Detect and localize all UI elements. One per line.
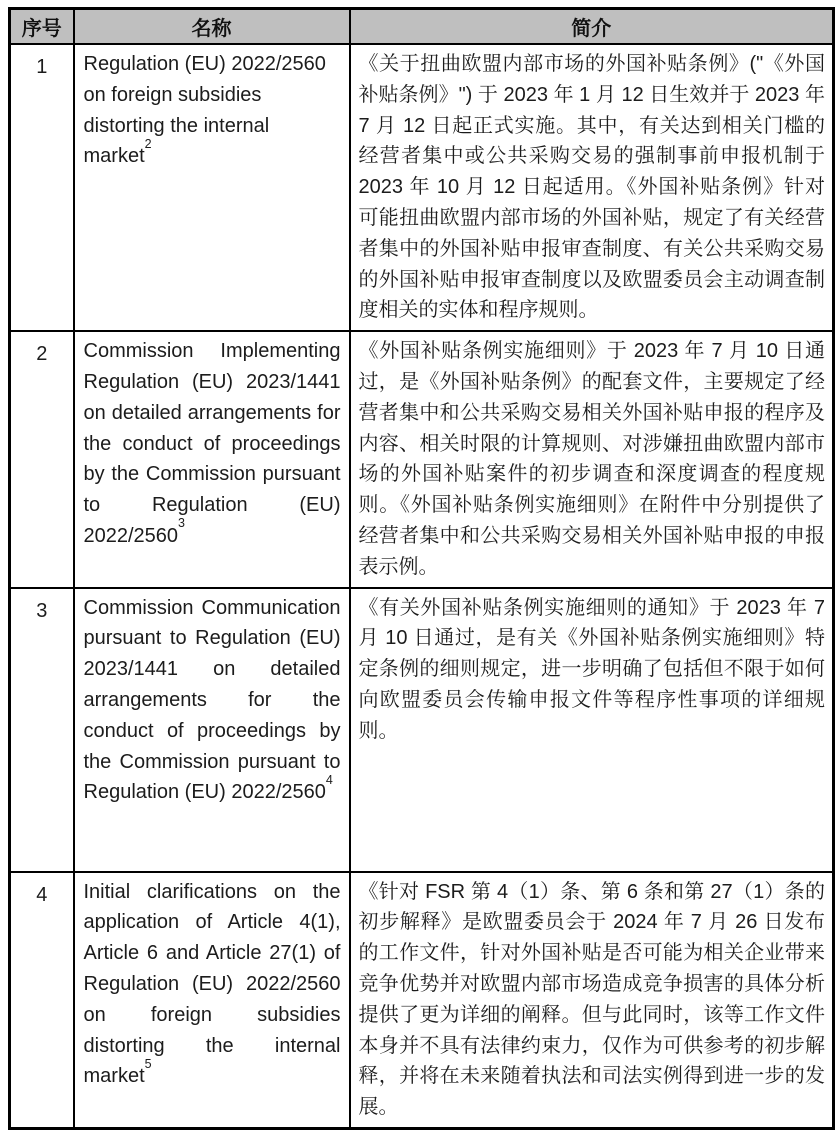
row-number: 2 — [10, 331, 74, 587]
regulation-name — [74, 872, 350, 1129]
footnote-ref: 3 — [178, 516, 185, 531]
table-row — [10, 588, 834, 872]
row-number: 3 — [10, 588, 74, 872]
header-col-name: 名称 — [74, 9, 350, 45]
regulation-name-text: Commission Implementing Regulation (EU) 2023/1441 on detailed arrangements for the conduct of proceedings by the Commission pursuant to Regulation (EU) 2022/2560 — [83, 340, 341, 547]
regulation-name-text: Commission Communication pursuant to Regulation (EU) 2023/1441 on detailed arrangements for the conduct of proceedings by the Commission pursuant to Regulation (EU) 2022/2560 — [83, 596, 341, 804]
regulation-name — [74, 588, 350, 872]
regulations-table — [8, 7, 835, 1130]
table-row — [10, 331, 834, 587]
header-row — [10, 9, 834, 45]
header-col-number: 序号 — [10, 9, 74, 45]
row-number: 1 — [10, 44, 74, 331]
footnote-ref: 5 — [144, 1056, 152, 1071]
regulations-table-container — [8, 7, 832, 1130]
regulation-name-text: Regulation (EU) 2022/2560 on foreign subsidies distorting the internal market — [83, 53, 326, 168]
header-col-summary: 简介 — [350, 9, 834, 45]
regulation-name-text: Initial clarifications on the application of Article 4(1), Article 6 and Article 27(1) of Regulation (EU) 2022/2560 on foreign subsidies distorting the internal market — [83, 880, 341, 1088]
regulation-name — [74, 44, 350, 331]
footnote-ref: 2 — [144, 136, 152, 151]
regulation-name — [74, 331, 350, 587]
regulation-summary: 《针对 FSR 第 4（1）条、第 6 条和第 27（1）条的初步解释》是欧盟委员会于 2024 年 7 月 26 日发布的工作文件，针对外国补贴是否可能为相关企业带来竞争优势并对欧盟内部市场造成竞争损害的具体分析提供了更为详细的阐释。但与此同时，该等工作文件本身并不具有法律约束力，仅作为可供参考的初步解释，并将在未来随着执法和司法实例得到进一步的发展。 — [350, 872, 834, 1129]
table-row — [10, 44, 834, 331]
row-number: 4 — [10, 872, 74, 1129]
table-row — [10, 872, 834, 1129]
regulation-summary: 《有关外国补贴条例实施细则的通知》于 2023 年 7 月 10 日通过，是有关《外国补贴条例实施细则》特定条例的细则规定，进一步明确了包括但不限于如何向欧盟委员会传输申报文件等程序性事项的详细规则。 — [350, 588, 834, 872]
regulation-summary: 《关于扭曲欧盟内部市场的外国补贴条例》("《外国补贴条例》") 于 2023 年 1 月 12 日生效并于 2023 年 7 月 12 日起正式实施。其中，有关达到相关门槛的经营者集中或公共采购交易的强制事前申报机制于 2023 年 10 月 12 日起适用。《外国补贴条例》针对可能扭曲欧盟内部市场的外国补贴，规定了有关经营者集中的外国补贴申报审查制度、有关公共采购交易的外国补贴申报审查制度以及欧盟委员会主动调查制度相关的实体和程序规则。 — [350, 44, 834, 331]
regulation-summary: 《外国补贴条例实施细则》于 2023 年 7 月 10 日通过，是《外国补贴条例》的配套文件，主要规定了经营者集中和公共采购交易相关外国补贴申报的程序及内容、相关时限的计算规则、对涉嫌扭曲欧盟内部市场的外国补贴案件的初步调查和深度调查的程度规则。《外国补贴条例实施细则》在附件中分别提供了经营者集中和公共采购交易相关外国补贴申报的申报表示例。 — [350, 331, 834, 587]
footnote-ref: 4 — [325, 772, 333, 787]
